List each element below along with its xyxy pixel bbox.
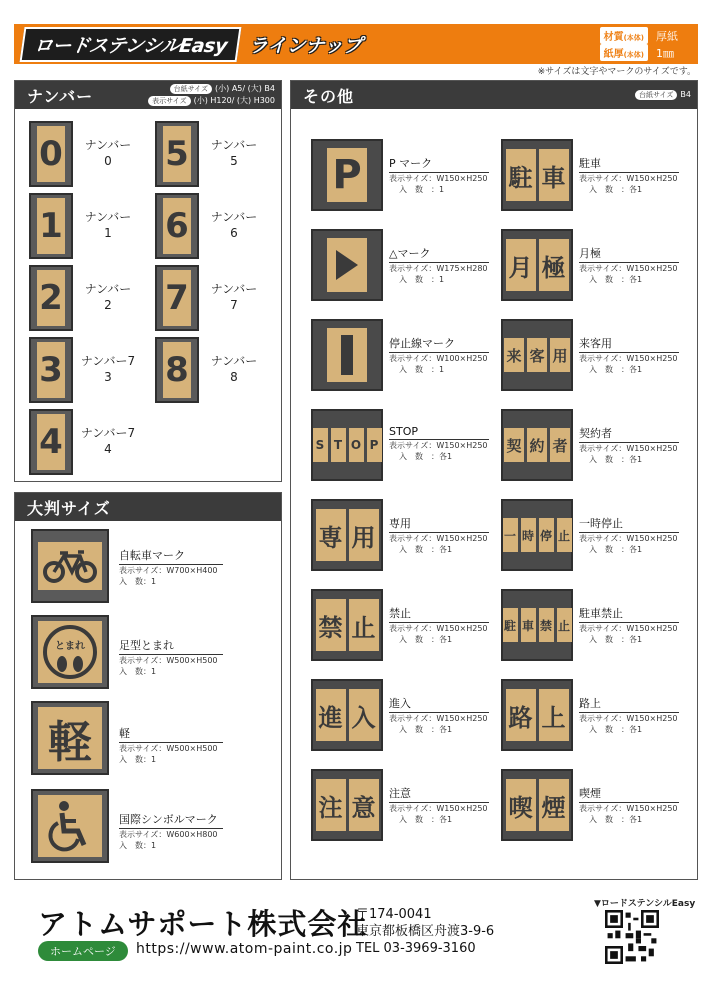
item-label: 駐車禁止 表示サイズ：W150×H250 入 数 ：各1: [579, 607, 678, 644]
stencil-tile: [31, 529, 109, 603]
stencil-char: 進: [316, 689, 346, 741]
company-address: 〒174-0041 東京都板橋区舟渡3-9-6 TEL 03-3969-3160: [356, 907, 495, 956]
stencil-tile: [501, 139, 573, 211]
stencil-characters: [506, 239, 569, 291]
item-label: 進入 表示サイズ：W150×H250 入 数 ：各1: [389, 697, 488, 734]
panel-meta: 台紙サイズ (小) A5/ (大) B4 表示サイズ (小) H120/ (大) H300: [148, 83, 275, 107]
stencil-char: 止: [557, 608, 572, 642]
p-mark-glyph: P: [327, 148, 367, 202]
stencil-tile: [501, 499, 573, 571]
number-panel-header: [15, 81, 281, 109]
stencil-tile: [311, 319, 383, 391]
stencil-tile: [311, 679, 383, 751]
number-tile: [155, 265, 199, 331]
stencil-char: 喫: [506, 779, 536, 831]
item-label: 自転車マーク 表示サイズ：W700×H400 入 数：1: [119, 547, 223, 587]
brand-logo: [22, 29, 362, 59]
spec-material: 材質(本体) 厚紙: [600, 27, 690, 44]
number-label: ナンバー 8: [210, 354, 258, 384]
number-label: ナンバー 7: [210, 282, 258, 312]
stencil-char: 約: [527, 428, 547, 462]
qr-code-icon[interactable]: [605, 910, 659, 964]
number-tile: [29, 121, 73, 187]
stop-line-icon: [327, 328, 367, 382]
item-label: 喫煙 表示サイズ：W150×H250 入 数 ：各1: [579, 787, 678, 824]
homepage-link[interactable]: https://www.atom-paint.co.jp: [136, 941, 353, 957]
stencil-tile: [501, 409, 573, 481]
stencil-char: 入: [349, 689, 379, 741]
number-tile: [155, 337, 199, 403]
stencil-tile: [501, 319, 573, 391]
stencil-char: 禁: [539, 608, 554, 642]
other-panel: [290, 80, 698, 880]
number-label: ナンバー 0: [84, 138, 132, 168]
stencil-char: 極: [539, 239, 569, 291]
item-label: 来客用 表示サイズ：W150×H250 入 数 ：各1: [579, 337, 678, 374]
stencil-characters: [316, 779, 379, 831]
panel-title: その他: [303, 86, 355, 106]
other-panel-header: [291, 81, 697, 109]
stencil-char: 車: [539, 149, 569, 201]
stencil-tile: [501, 679, 573, 751]
item-label: 注意 表示サイズ：W150×H250 入 数 ：各1: [389, 787, 488, 824]
stencil-char: 駐: [503, 608, 518, 642]
stencil-char: 駐: [506, 149, 536, 201]
qr-label: ▼ロードステンシルEasy: [594, 899, 696, 909]
number-glyph: 7: [163, 270, 191, 326]
stencil-char: 時: [521, 518, 536, 552]
item-label: 足型とまれ 表示サイズ：W500×H500 入 数：1: [119, 637, 223, 677]
stencil-characters: [503, 608, 572, 642]
stencil-char: 専: [316, 509, 346, 561]
stencil-char: 客: [527, 338, 547, 372]
number-glyph: 4: [37, 414, 65, 470]
stencil-characters: [506, 779, 569, 831]
stencil-tile: [311, 409, 383, 481]
large-size-panel: [14, 492, 282, 880]
item-label: 国際シンボルマーク 表示サイズ：W600×H800 入 数：1: [119, 811, 223, 851]
stencil-char: 注: [316, 779, 346, 831]
company-name: アトムサポート株式会社: [38, 907, 368, 941]
stencil-tile: [311, 229, 383, 301]
stencil-characters: [506, 689, 569, 741]
number-label: ナンバー 5: [210, 138, 258, 168]
stencil-tile: [501, 589, 573, 661]
stencil-characters: [316, 689, 379, 741]
stencil-char: 来: [504, 338, 524, 372]
stencil-char: 契: [504, 428, 524, 462]
stencil-char: T: [331, 428, 346, 462]
stencil-tile: [501, 769, 573, 841]
stencil-char: 煙: [539, 779, 569, 831]
stencil-characters: [316, 509, 379, 561]
header-bar: [14, 24, 698, 64]
item-label: 駐車 表示サイズ：W150×H250 入 数 ：各1: [579, 157, 678, 194]
item-label: 軽 表示サイズ：W500×H500 入 数：1: [119, 725, 223, 765]
brand-subtitle: ラインナップ: [249, 34, 363, 57]
item-label: P マーク 表示サイズ：W150×H250 入 数 ：1: [389, 157, 488, 194]
number-label: ナンバー 6: [210, 210, 258, 240]
stencil-char: 意: [349, 779, 379, 831]
number-tile: [29, 265, 73, 331]
stencil-tile: [311, 589, 383, 661]
number-glyph: 3: [37, 342, 65, 398]
number-tile: [155, 121, 199, 187]
wheelchair-icon: [38, 795, 102, 857]
stencil-tile: [311, 139, 383, 211]
stencil-characters: [504, 338, 570, 372]
material-specs: [600, 27, 690, 61]
stencil-char: 止: [557, 518, 572, 552]
stop-foot-icon: [38, 621, 102, 683]
stencil-tile: [31, 789, 109, 863]
stencil-characters: [506, 149, 569, 201]
stencil-char: 上: [539, 689, 569, 741]
number-label: ナンバー7 4: [80, 426, 136, 456]
stencil-char: 用: [550, 338, 570, 372]
bicycle-icon: [38, 542, 102, 590]
stencil-char: P: [367, 428, 382, 462]
spec-thickness: 紙厚(本体) 1㎜: [600, 44, 690, 61]
number-glyph: 6: [163, 198, 191, 254]
number-tile: [29, 409, 73, 475]
triangle-mark-icon: [327, 238, 367, 292]
stencil-tile: [501, 229, 573, 301]
item-label: 月極 表示サイズ：W150×H250 入 数 ：各1: [579, 247, 678, 284]
stencil-char: 路: [506, 689, 536, 741]
item-label: 禁止 表示サイズ：W150×H250 入 数 ：各1: [389, 607, 488, 644]
stencil-characters: [313, 428, 382, 462]
number-label: ナンバー 2: [84, 282, 132, 312]
stencil-characters: [504, 428, 570, 462]
stencil-tile: [31, 701, 109, 775]
stencil-char: 用: [349, 509, 379, 561]
homepage-badge: ホームページ: [38, 941, 128, 961]
large-panel-header: [15, 493, 281, 521]
number-panel: [14, 80, 282, 482]
item-label: 停止線マーク 表示サイズ：W100×H250 入 数 ：1: [389, 337, 488, 374]
stencil-char: 車: [521, 608, 536, 642]
number-glyph: 2: [37, 270, 65, 326]
stencil-char: 一: [503, 518, 518, 552]
panel-title: 大判サイズ: [27, 498, 111, 518]
number-glyph: 5: [163, 126, 191, 182]
item-label: 一時停止 表示サイズ：W150×H250 入 数 ：各1: [579, 517, 678, 554]
number-glyph: 8: [163, 342, 191, 398]
panel-meta: 台紙サイズ B4: [635, 89, 691, 101]
stencil-tile: [311, 499, 383, 571]
item-label: STOP 表示サイズ：W150×H250 入 数 ：各1: [389, 425, 488, 461]
size-note: ※サイズは文字やマークのサイズです。: [537, 67, 696, 77]
item-label: 路上 表示サイズ：W150×H250 入 数 ：各1: [579, 697, 678, 734]
item-label: △マーク 表示サイズ：W175×H280 入 数 ：1: [389, 247, 488, 284]
stencil-char: O: [349, 428, 364, 462]
number-glyph: 0: [37, 126, 65, 182]
stencil-char: S: [313, 428, 328, 462]
item-label: 契約者 表示サイズ：W150×H250 入 数 ：各1: [579, 427, 678, 464]
svg-text:とまれ: とまれ: [55, 641, 85, 652]
stencil-char: 止: [349, 599, 379, 651]
stencil-tile: [31, 615, 109, 689]
number-glyph: 1: [37, 198, 65, 254]
stencil-characters: [503, 518, 572, 552]
number-label: ナンバー7 3: [80, 354, 136, 384]
stencil-char: 禁: [316, 599, 346, 651]
stencil-characters: [316, 599, 379, 651]
stencil-char: 停: [539, 518, 554, 552]
panel-title: ナンバー: [27, 86, 94, 106]
stencil-tile: [311, 769, 383, 841]
stencil-char: 月: [506, 239, 536, 291]
brand-name: ロードステンシルEasy: [20, 27, 242, 62]
stencil-char: 者: [550, 428, 570, 462]
number-label: ナンバー 1: [84, 210, 132, 240]
number-tile: [29, 337, 73, 403]
item-label: 専用 表示サイズ：W150×H250 入 数 ：各1: [389, 517, 488, 554]
number-tile: [155, 193, 199, 259]
kei-kanji: 軽: [38, 707, 102, 769]
number-tile: [29, 193, 73, 259]
